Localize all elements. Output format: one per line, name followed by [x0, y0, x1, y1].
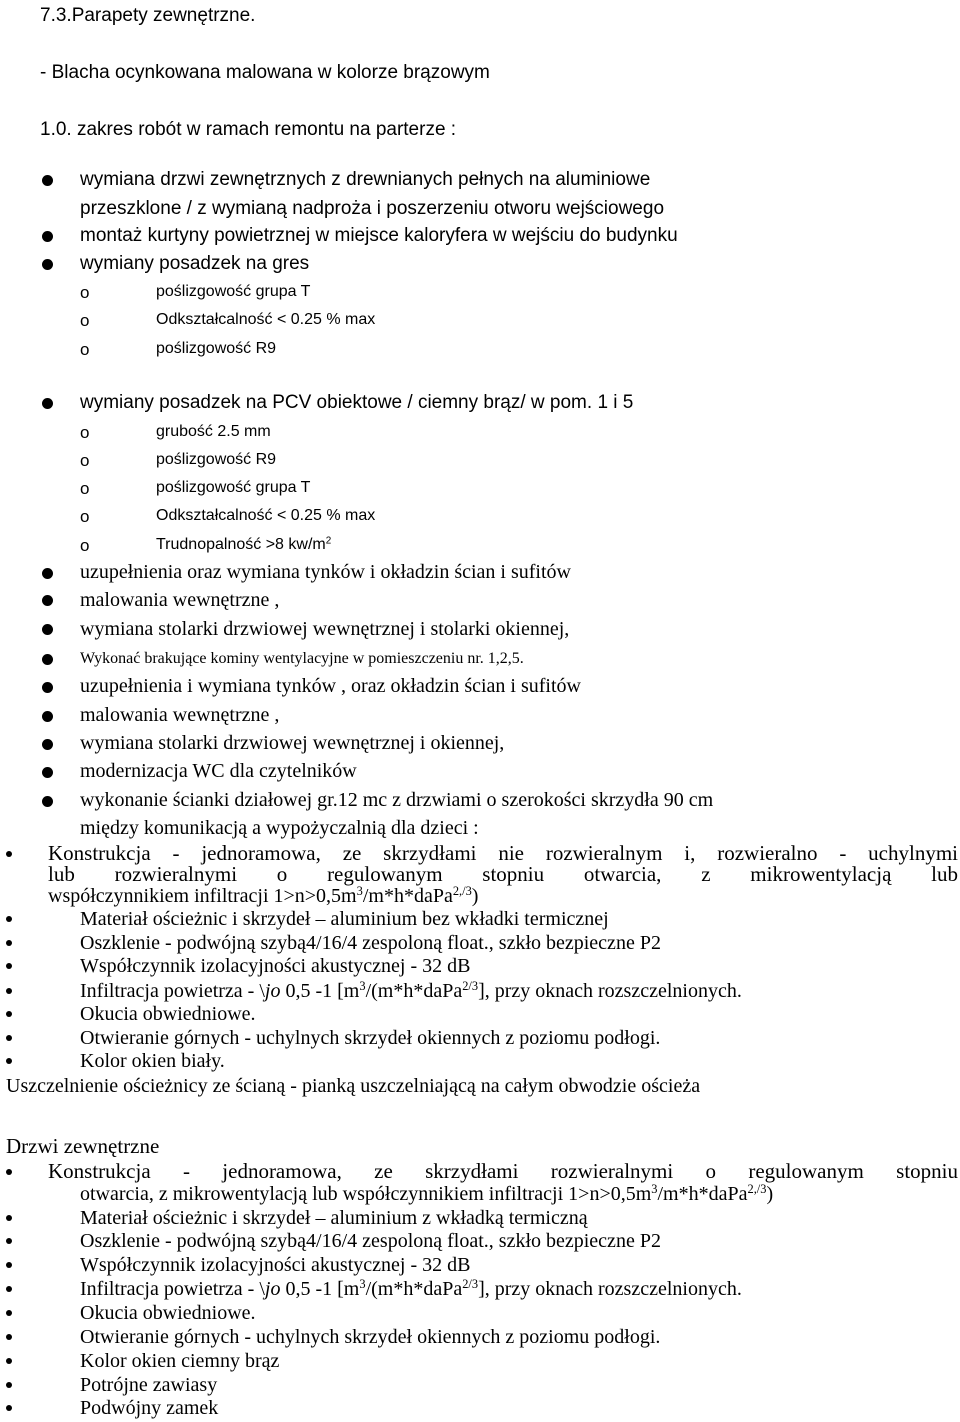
windows-opening: Otwieranie górnych - uchylnych skrzydeł okiennych z poziomu podłogi.: [80, 1027, 661, 1049]
scope-item-plaster-2: uzupełnienia i wymiana tynków , oraz okładzin ścian i sufitów: [80, 675, 581, 697]
bullet-icon: [42, 259, 53, 270]
circle-bullet-icon: o: [80, 507, 90, 526]
pcv-spec: poślizgowość grupa T: [156, 479, 311, 496]
doors-lock: Podwójny zamek: [80, 1397, 219, 1419]
sheet-metal-item: - Blacha ocynkowana malowana w kolorze brązowym: [40, 62, 490, 83]
circle-bullet-icon: o: [80, 340, 90, 359]
bullet-icon: [42, 568, 53, 579]
bullet-icon: [6, 916, 12, 922]
bullet-icon: [42, 711, 53, 722]
bullet-icon: [42, 231, 53, 242]
scope-item-doors-cont: przeszklone / z wymianą nadproża i poszerzeniu otworu wejściowego: [80, 198, 665, 219]
pcv-fire-spec: Trudnopalność >8 $kw/m^2$: [156, 535, 332, 553]
bullet-icon: [42, 654, 53, 665]
pcv-spec: Odkształcalność < 0.25 % max: [156, 507, 376, 524]
bullet-icon: [6, 1215, 12, 1221]
bullet-icon: [6, 988, 12, 994]
bullet-icon: [6, 1011, 12, 1017]
circle-bullet-icon: o: [80, 311, 90, 330]
bullet-icon: [6, 963, 12, 969]
doors-infiltration: Infiltracja powietrza - \jo 0,5 -1 [$m^3/(m*h*daPa^{2/3}]$, przy oknach rozszczelnionych.: [80, 1277, 742, 1300]
scope-item-pcv: wymiany posadzek na PCV obiektowe / ciemny brąz/ w pom. 1 i 5: [80, 392, 634, 413]
bullet-icon: [42, 398, 53, 409]
windows-infiltration: Infiltracja powietrza - \jo 0,5 -1 [$m^3/(m*h*daPa^{2/3}]$, przy oknach rozszczelnionych.: [80, 979, 742, 1002]
doors-construction: Konstrukcja - jednoramowa, ze skrzydłami rozwieralnymi o regulowanym stopniu: [48, 1161, 958, 1183]
windows-hardware: Okucia obwiedniowe.: [80, 1003, 256, 1025]
bullet-icon: [6, 1035, 12, 1041]
doors-material: Materiał ościeżnic i skrzydeł – aluminium z wkładką termiczną: [80, 1207, 588, 1229]
windows-construction-cont: lub rozwieralnymi o regulowanym stopniu otwarcia, z mikrowentylacją lub: [48, 864, 958, 886]
bullet-icon: [42, 682, 53, 693]
bullet-icon: [6, 1286, 12, 1292]
pcv-spec: poślizgowość R9: [156, 451, 277, 468]
bullet-icon: [42, 767, 53, 778]
scope-item-gres: wymiany posadzek na gres: [80, 253, 310, 274]
scope-item-joinery: wymiana stolarki drzwiowej wewnętrznej i stolarki okiennej,: [80, 618, 570, 640]
scope-title: 1.0. zakres robót w ramach remontu na parterze :: [40, 119, 457, 140]
bullet-icon: [6, 1334, 12, 1340]
bullet-icon: [6, 1358, 12, 1364]
scope-item-partition: wykonanie ścianki działowej gr.12 mc z drzwiami o szerokości skrzydła 90 cm: [80, 789, 714, 811]
circle-bullet-icon: o: [80, 479, 90, 498]
bullet-icon: [42, 595, 53, 606]
scope-item-doors: wymiana drzwi zewnętrznych z drewnianych pełnych na aluminiowe: [80, 169, 651, 190]
scope-item-painting: malowania wewnętrzne ,: [80, 589, 280, 611]
doors-hinges: Potrójne zawiasy: [80, 1374, 218, 1396]
windows-construction-infiltration: współczynnikiem infiltracji $1>n>0,5m^3/m*h*daPa^{2,/3}$): [48, 884, 479, 907]
scope-item-joinery-2: wymiana stolarki drzwiowej wewnętrznej i okiennej,: [80, 732, 505, 754]
bullet-icon: [6, 1238, 12, 1244]
doors-acoustic: Współczynnik izolacyjności akustycznej - 32 dB: [80, 1254, 471, 1276]
doors-title: Drzwi zewnętrzne: [6, 1134, 160, 1158]
doors-construction-cont: otwarcia, z mikrowentylacją lub współczynnikiem infiltracji $1>n>0,5m^3/m*h*daPa^{2,/3}$): [80, 1182, 774, 1205]
bullet-icon: [6, 940, 12, 946]
circle-bullet-icon: o: [80, 451, 90, 470]
windows-color: Kolor okien biały.: [80, 1050, 225, 1072]
windows-construction: Konstrukcja - jednoramowa, ze skrzydłami nie rozwieralnym i, rozwieralno - uchylnymi: [48, 843, 958, 865]
bullet-icon: [42, 624, 53, 635]
scope-item-air-curtain: montaż kurtyny powietrznej w miejsce kaloryfera w wejściu do budynku: [80, 225, 678, 246]
bullet-icon: [42, 739, 53, 750]
windows-glazing: Oszklenie - podwójną szybą4/16/4 zespoloną float., szkło bezpieczne P2: [80, 932, 661, 954]
doors-glazing: Oszklenie - podwójną szybą4/16/4 zespoloną float., szkło bezpieczne P2: [80, 1230, 661, 1252]
windows-material: Materiał ościeżnic i skrzydeł – aluminium bez wkładki termicznej: [80, 908, 609, 930]
doors-hardware: Okucia obwiedniowe.: [80, 1302, 256, 1324]
bullet-icon: [6, 1405, 12, 1411]
doors-opening: Otwieranie górnych - uchylnych skrzydeł okiennych z poziomu podłogi.: [80, 1326, 661, 1348]
windows-acoustic: Współczynnik izolacyjności akustycznej - 32 dB: [80, 955, 471, 977]
scope-item-wc: modernizacja WC dla czytelników: [80, 760, 357, 782]
gres-spec: poślizgowość grupa T: [156, 283, 311, 300]
bullet-icon: [6, 1310, 12, 1316]
sealing-note: Uszczelnienie ościeżnicy ze ścianą - pianką uszczelniającą na całym obwodzie ościeża: [6, 1075, 701, 1097]
bullet-icon: [6, 851, 12, 857]
bullet-icon: [42, 796, 53, 807]
scope-item-partition-cont: między komunikacją a wypożyczalnią dla dzieci :: [80, 817, 479, 839]
scope-item-painting-2: malowania wewnętrzne ,: [80, 704, 280, 726]
gres-spec: Odkształcalność < 0.25 % max: [156, 311, 376, 328]
circle-bullet-icon: o: [80, 536, 90, 555]
bullet-icon: [6, 1382, 12, 1388]
pcv-spec: grubość 2.5 mm: [156, 423, 271, 440]
scope-item-chimneys: Wykonać brakujące kominy wentylacyjne w pomieszczeniu nr. 1,2,5.: [80, 650, 524, 667]
bullet-icon: [6, 1058, 12, 1064]
scope-item-plaster: uzupełnienia oraz wymiana tynków i okładzin ścian i sufitów: [80, 561, 571, 583]
doors-color: Kolor okien ciemny brąz: [80, 1350, 280, 1372]
bullet-icon: [42, 175, 53, 186]
bullet-icon: [6, 1169, 12, 1175]
section-heading: 7.3.Parapety zewnętrzne.: [40, 5, 256, 26]
circle-bullet-icon: o: [80, 423, 90, 442]
gres-spec: poślizgowość R9: [156, 340, 277, 357]
bullet-icon: [6, 1262, 12, 1268]
circle-bullet-icon: o: [80, 283, 90, 302]
